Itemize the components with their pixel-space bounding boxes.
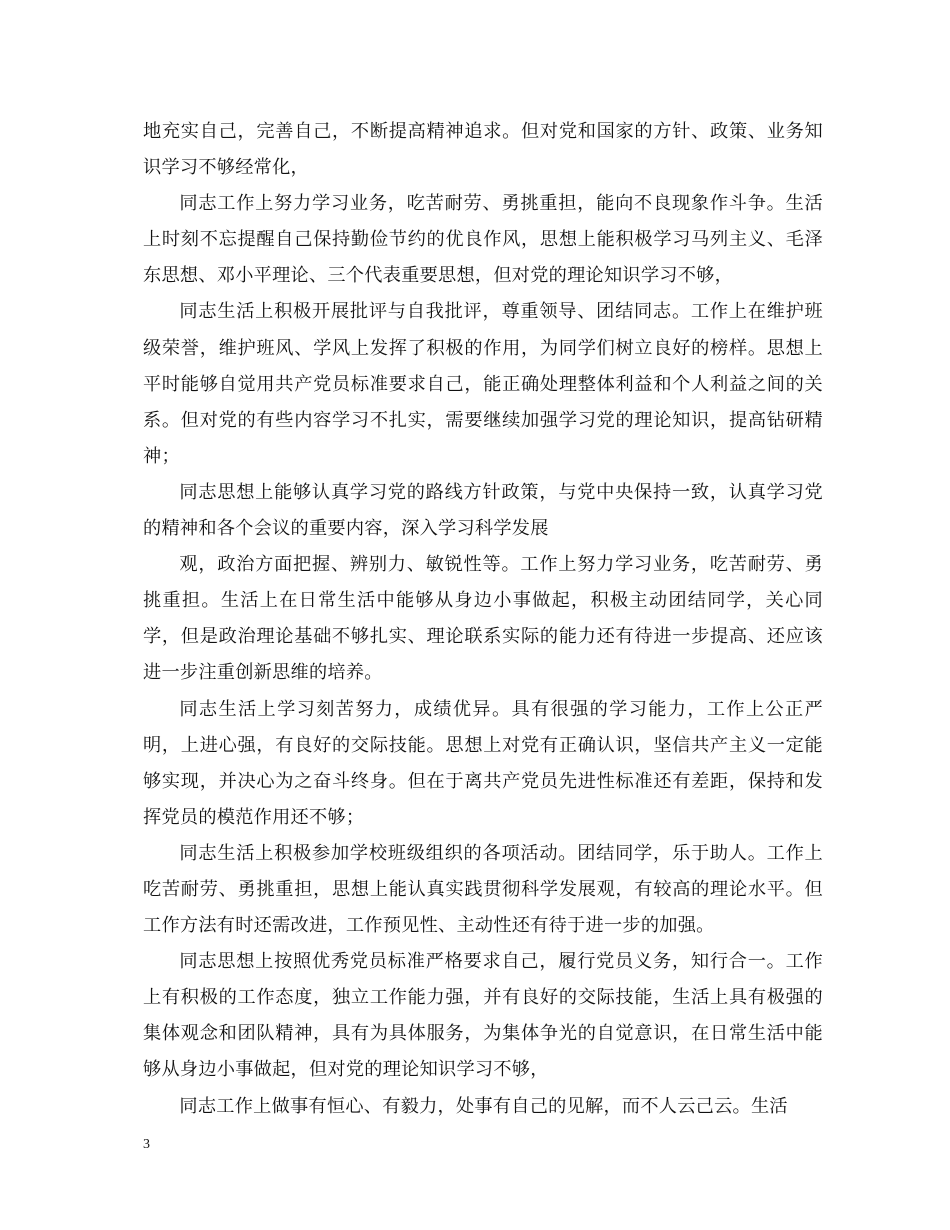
paragraph-1: 地充实自己，完善自己，不断提高精神追求。但对党和国家的方针、政策、业务知识学习不够经常化， [143,121,823,179]
paragraph-2: 同志工作上努力学习业务，吃苦耐劳、勇挑重担，能向不良现象作斗争。生活上时刻不忘提醒自己保持勤俭节约的优良作风，思想上能积极学习马列主义、毛泽东思想、邓小平理论、三个代表重要思想，但对党的理论知识学习不够， [143,193,823,287]
page-number: 3 [143,1137,150,1152]
paragraph-5: 观，政治方面把握、辨别力、敏锐性等。工作上努力学习业务，吃苦耐劳、勇挑重担。生活上在日常生活中能够从身边小事做起，积极主动团结同学，关心同学，但是政治理论基础不够扎实、理论联系实际的能力还有待进一步提高、还应该进一步注重创新思维的培养。 [143,554,823,684]
paragraph-9: 同志工作上做事有恒心、有毅力，处事有自己的见解，而不人云己云。生活 [179,1095,788,1117]
paragraph-8: 同志思想上按照优秀党员标准严格要求自己，履行党员义务，知行合一。工作上有积极的工作态度，独立工作能力强，并有良好的交际技能，生活上具有极强的集体观念和团队精神，具有为具体服务，为集体争光的自觉意识，在日常生活中能够从身边小事做起，但对党的理论知识学习不够， [143,951,823,1081]
paragraph-3: 同志生活上积极开展批评与自我批评，尊重领导、团结同志。工作上在维护班级荣誉，维护班风、学风上发挥了积极的作用，为同学们树立良好的榜样。思想上平时能够自觉用共产党员标准要求自己，能正确处理整体利益和个人利益之间的关系。但对党的有些内容学习不扎实，需要继续加强学习党的理论知识，提高钻研精神； [143,301,823,467]
body-text [143,114,823,1125]
paragraph-4: 同志思想上能够认真学习党的路线方针政策，与党中央保持一致，认真学习党的精神和各个会议的重要内容，深入学习科学发展 [143,481,823,540]
paragraph-6: 同志生活上学习刻苦努力，成绩优异。具有很强的学习能力，工作上公正严明，上进心强，有良好的交际技能。思想上对党有正确认识，坚信共产主义一定能够实现，并决心为之奋斗终身。但在于离共产党员先进性标准还有差距，保持和发挥党员的模范作用还不够； [143,698,823,828]
paragraph-7: 同志生活上积极参加学校班级组织的各项活动。团结同学，乐于助人。工作上吃苦耐劳、勇挑重担，思想上能认真实践贯彻科学发展观，有较高的理论水平。但工作方法有时还需改进，工作预见性、主动性还有待于进一步的加强。 [143,842,823,937]
